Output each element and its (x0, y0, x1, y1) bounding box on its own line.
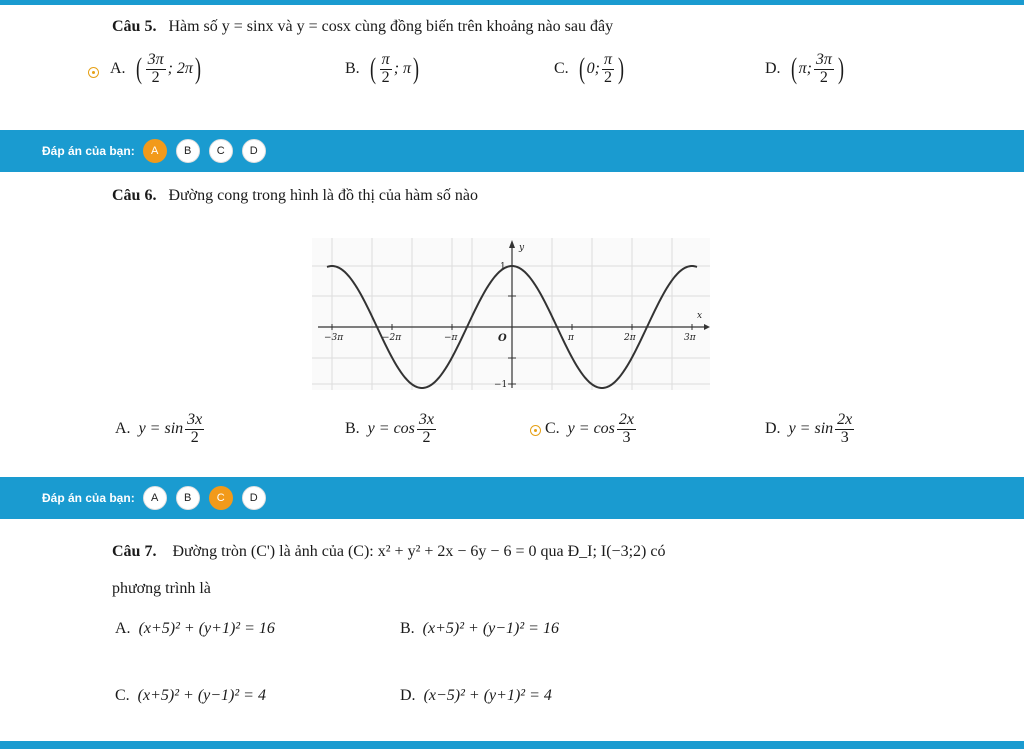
answer-choice-c[interactable]: C (209, 139, 233, 163)
q7-option-a[interactable]: A. (x+5)² + (y+1)² = 16 (115, 620, 275, 637)
x-tick-2pi: 2π (624, 333, 636, 343)
answer-choice-a[interactable]: A (143, 139, 167, 163)
answer-choice-a[interactable]: A (143, 486, 167, 510)
x-tick-minus-2pi: −2π (382, 333, 402, 343)
x-tick-pi: π (568, 333, 574, 343)
q5-option-b[interactable]: B. ( $\frac{\pi}{2}$ ; π ) (345, 51, 420, 86)
tick-1-label: 1 (500, 262, 506, 272)
x-axis-label: x (697, 311, 703, 321)
q6-option-c[interactable]: C. y = cos $\frac{2x}{3}$ (545, 411, 635, 446)
q7-option-c[interactable]: C. (x+5)² + (y−1)² = 4 (115, 687, 266, 704)
q5-option-a[interactable]: A. ( $\frac{3\pi}{2}$ ; 2π ) (110, 51, 201, 86)
answer-bar-q6 (0, 477, 1024, 519)
y-axis-label: y (519, 243, 525, 253)
answer-choice-b[interactable]: B (176, 139, 200, 163)
top-bar (0, 0, 1024, 5)
selected-radio-icon (88, 67, 99, 78)
answer-bar-label: Đáp án của bạn: (42, 144, 135, 158)
x-tick-minus-3pi: −3π (324, 333, 344, 343)
q7-option-d[interactable]: D. (x−5)² + (y+1)² = 4 (400, 687, 552, 704)
question-7-text: Câu 7. Đường tròn (C') là ảnh của (C): x² + y² + 2x − 6y − 6 = 0 qua Đ_I; I(−3;2) có (112, 543, 666, 560)
x-tick-3pi: 3π (684, 333, 696, 343)
origin-label: O (498, 333, 507, 344)
answer-choice-b[interactable]: B (176, 486, 200, 510)
q5-option-c[interactable]: C. ( 0; $\frac{\pi}{2}$ ) (554, 51, 625, 86)
selected-radio-icon (530, 425, 541, 436)
q6-option-b[interactable]: B. y = cos $\frac{3x}{2}$ (345, 411, 435, 446)
answer-bar-label: Đáp án của bạn: (42, 491, 135, 505)
q6-option-a[interactable]: A. y = sin $\frac{3x}{2}$ (115, 411, 203, 446)
question-5-text: Câu 5. Hàm số y = sinx và y = cosx cùng đồng biến trên khoảng nào sau đây (112, 18, 614, 35)
q7-option-b[interactable]: B. (x+5)² + (y−1)² = 16 (400, 620, 559, 637)
bottom-bar (0, 741, 1024, 749)
x-tick-minus-pi: −π (444, 333, 458, 343)
answer-choice-d[interactable]: D (242, 139, 266, 163)
question-6-text: Câu 6. Đường cong trong hình là đồ thị của hàm số nào (112, 187, 478, 204)
q5-option-d[interactable]: D. ( π; $\frac{3\pi}{2}$ ) (765, 51, 844, 86)
answer-choice-c[interactable]: C (209, 486, 233, 510)
answer-bar-q5 (0, 130, 1024, 172)
answer-choice-d[interactable]: D (242, 486, 266, 510)
tick-minus-1-label: −1 (494, 380, 508, 390)
question-7-text-cont: phương trình là (112, 580, 211, 597)
cosine-graph (312, 238, 710, 390)
q6-option-d[interactable]: D. y = sin $\frac{2x}{3}$ (765, 411, 853, 446)
